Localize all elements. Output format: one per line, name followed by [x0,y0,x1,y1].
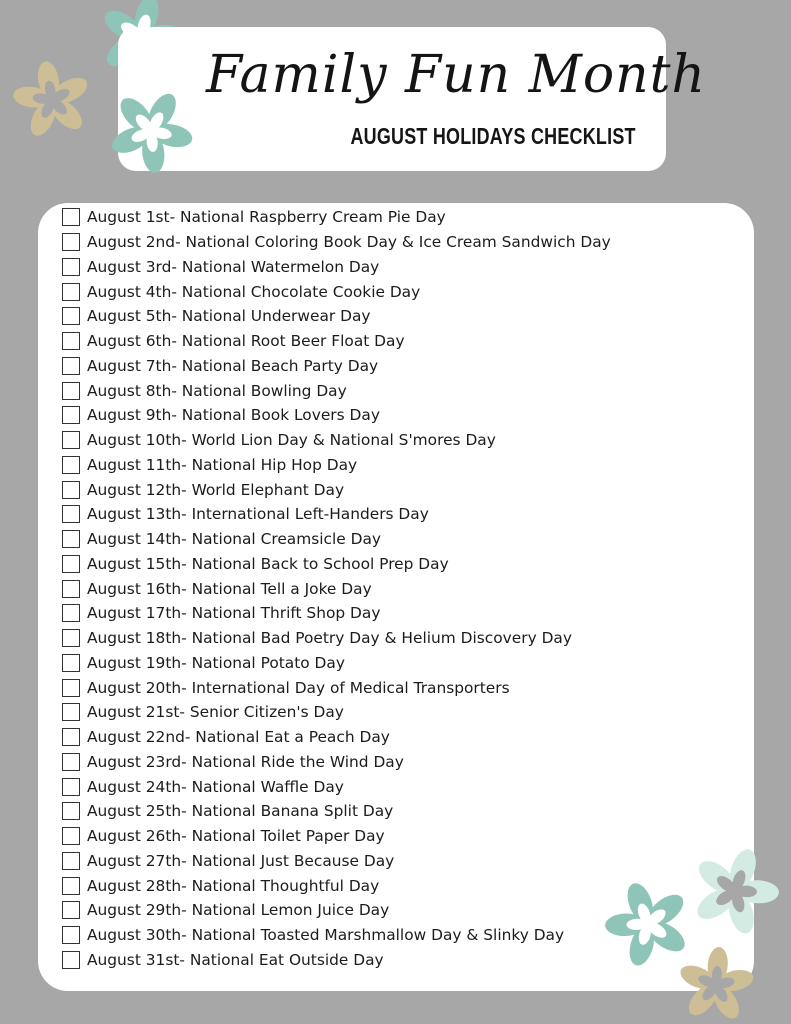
checklist-item-label: August 24th- National Waffle Day [87,777,344,796]
checklist-item[interactable] [62,824,611,849]
checklist-item-label: August 16th- National Tell a Joke Day [87,579,372,598]
checklist-item[interactable] [62,576,611,601]
checkbox[interactable] [62,679,80,697]
checkbox[interactable] [62,208,80,226]
checkbox[interactable] [62,505,80,523]
checkbox[interactable] [62,431,80,449]
checkbox[interactable] [62,233,80,251]
checkbox[interactable] [62,951,80,969]
checklist-card [38,203,754,991]
checklist-item-label: August 14th- National Creamsicle Day [87,530,382,549]
checklist-item[interactable] [62,651,611,676]
checkbox[interactable] [62,728,80,746]
flower-mint-bottom-icon [690,846,780,936]
checklist-item-label: August 22nd- National Eat a Peach Day [87,728,390,747]
checklist-item[interactable] [62,255,611,280]
checklist-item[interactable] [62,304,611,329]
checklist-item[interactable] [62,354,611,379]
checklist-item[interactable] [62,403,611,428]
checklist-item[interactable] [62,329,611,354]
checklist-item-label: August 15th- National Back to School Prep Day [87,554,449,573]
checkbox[interactable] [62,753,80,771]
checkbox[interactable] [62,852,80,870]
checklist-item[interactable] [62,502,611,527]
checklist-item-label: August 1st- National Raspberry Cream Pie Day [87,208,446,227]
checklist-item-label: August 17th- National Thrift Shop Day [87,604,381,623]
checklist-item[interactable] [62,428,611,453]
checklist-item-label: August 31st- National Eat Outside Day [87,950,384,969]
checkbox[interactable] [62,530,80,548]
checklist-item[interactable] [62,849,611,874]
checkbox[interactable] [62,604,80,622]
checklist-item[interactable] [62,774,611,799]
checkbox[interactable] [62,629,80,647]
checklist-item-label: August 27th- National Just Because Day [87,851,395,870]
checklist-item-label: August 9th- National Book Lovers Day [87,406,380,425]
checklist-item[interactable] [62,799,611,824]
checkbox[interactable] [62,654,80,672]
checkbox[interactable] [62,827,80,845]
checklist-item-label: August 29th- National Lemon Juice Day [87,901,390,920]
checkbox[interactable] [62,382,80,400]
flower-teal-title-icon [108,88,194,174]
checklist-item[interactable] [62,750,611,775]
checkbox[interactable] [62,778,80,796]
checkbox[interactable] [62,926,80,944]
checklist-item[interactable] [62,205,611,230]
checkbox[interactable] [62,406,80,424]
checklist-item-label: August 3rd- National Watermelon Day [87,257,380,276]
checklist-item[interactable] [62,601,611,626]
checklist-item[interactable] [62,873,611,898]
checklist-item[interactable] [62,552,611,577]
checklist-item-label: August 21st- Senior Citizen's Day [87,703,344,722]
checkbox[interactable] [62,357,80,375]
checklist-item-label: August 19th- National Potato Day [87,653,345,672]
checklist-item-label: August 2nd- National Coloring Book Day & Ice Cream Sandwich Day [87,233,611,252]
flower-tan-left-icon [12,60,92,140]
checklist-item-label: August 10th- World Lion Day & National S'mores Day [87,431,496,450]
checkbox[interactable] [62,802,80,820]
checklist-item[interactable] [62,700,611,725]
checklist-item-label: August 26th- National Toilet Paper Day [87,827,385,846]
checklist-item-label: August 20th- International Day of Medical Transporters [87,678,510,697]
checklist-item-label: August 28th- National Thoughtful Day [87,876,380,895]
checklist-item-label: August 23rd- National Ride the Wind Day [87,752,404,771]
checkbox[interactable] [62,877,80,895]
checkbox[interactable] [62,258,80,276]
checklist [62,205,611,972]
checkbox[interactable] [62,283,80,301]
checkbox[interactable] [62,901,80,919]
checklist-item[interactable] [62,948,611,973]
checklist-item[interactable] [62,675,611,700]
checklist-item[interactable] [62,725,611,750]
checklist-item[interactable] [62,527,611,552]
checkbox[interactable] [62,703,80,721]
checklist-item-label: August 11th- National Hip Hop Day [87,455,358,474]
script-title: Family Fun Month [206,45,707,105]
checklist-item[interactable] [62,626,611,651]
checkbox[interactable] [62,580,80,598]
checklist-item-label: August 8th- National Bowling Day [87,381,347,400]
checkbox[interactable] [62,307,80,325]
checkbox[interactable] [62,456,80,474]
checklist-item[interactable] [62,477,611,502]
checklist-item-label: August 5th- National Underwear Day [87,307,371,326]
checklist-item-label: August 30th- National Toasted Marshmallow Day & Slinky Day [87,926,565,945]
checklist-item-label: August 7th- National Beach Party Day [87,356,379,375]
flower-tan-bottom-icon [672,946,760,1024]
title-card [118,27,707,171]
checklist-item-label: August 6th- National Root Beer Float Day [87,332,405,351]
checkbox[interactable] [62,481,80,499]
checklist-subtitle: AUGUST HOLIDAYS CHECKLIST [350,123,636,149]
checkbox[interactable] [62,332,80,350]
checklist-item[interactable] [62,279,611,304]
checklist-item[interactable] [62,230,611,255]
checklist-item[interactable] [62,378,611,403]
checklist-item[interactable] [62,898,611,923]
checklist-item-label: August 18th- National Bad Poetry Day & Helium Discovery Day [87,629,572,648]
checklist-item[interactable] [62,453,611,478]
checklist-item[interactable] [62,923,611,948]
checkbox[interactable] [62,555,80,573]
checklist-item-label: August 4th- National Chocolate Cookie Day [87,282,421,301]
checklist-item-label: August 12th- World Elephant Day [87,480,345,499]
checklist-item-label: August 13th- International Left-Handers Day [87,505,429,524]
checklist-item-label: August 25th- National Banana Split Day [87,802,394,821]
